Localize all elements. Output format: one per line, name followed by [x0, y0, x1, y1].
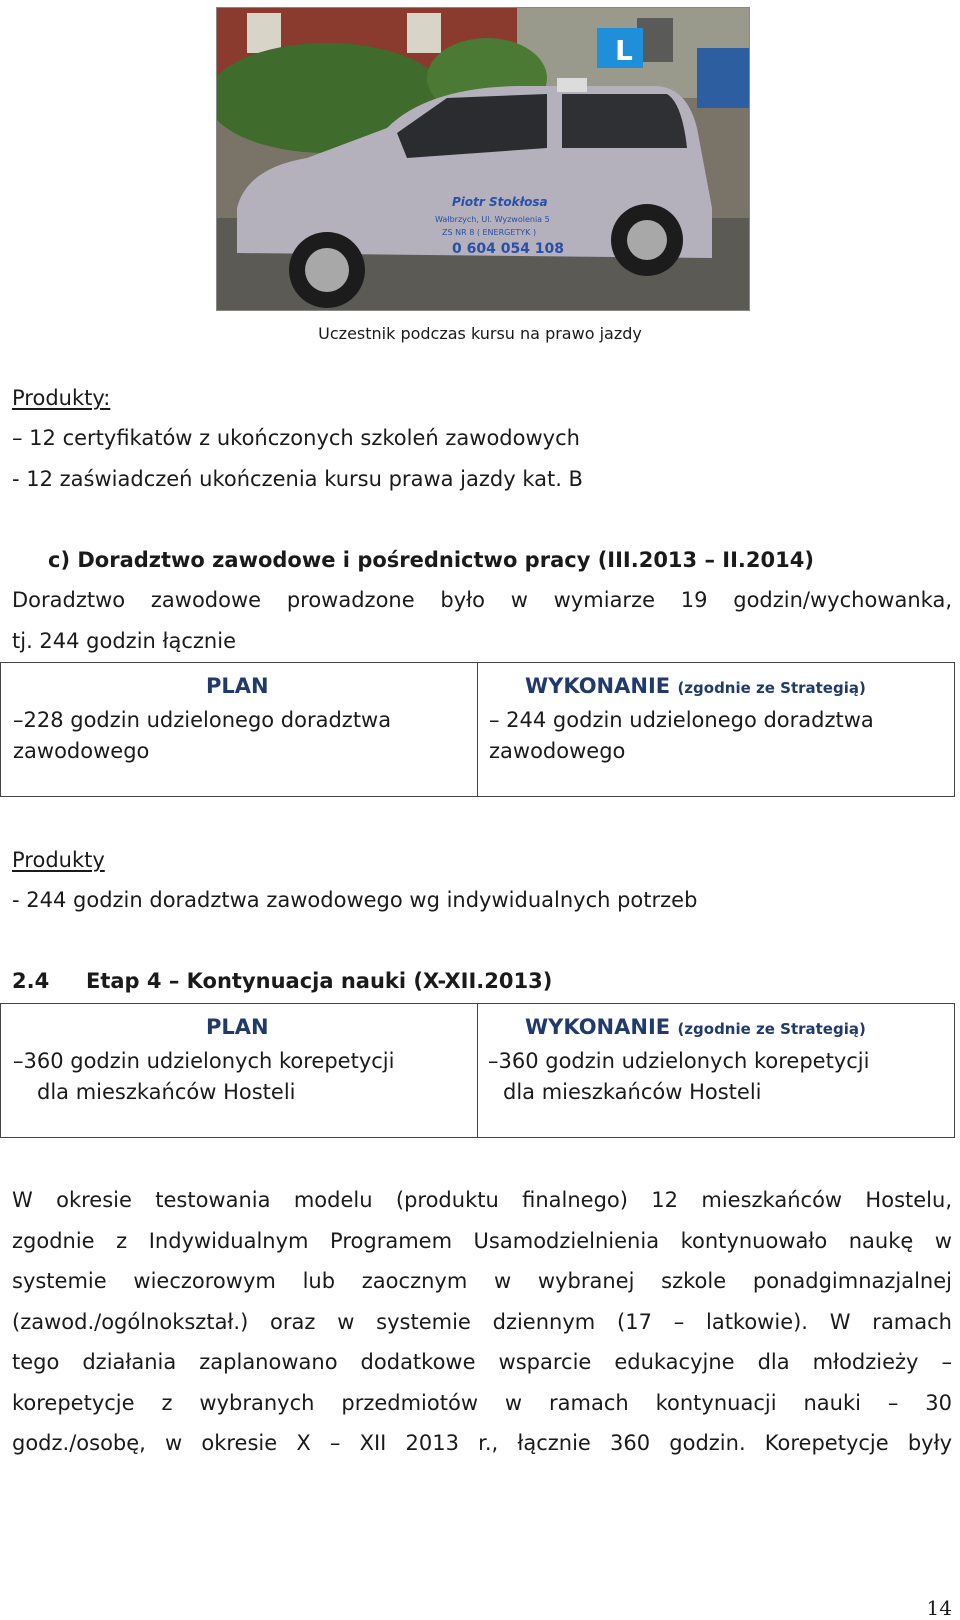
execution-line: – 244 godzin udzielonego doradztwa — [489, 708, 874, 732]
paragraph-line: (zawod./ogólnokształ.) oraz w systemie dziennym (17 – latkowie). W ramach — [12, 1310, 952, 1334]
plan-cell — [1, 663, 477, 796]
svg-text:ZS NR 8 ( ENERGETYK ): ZS NR 8 ( ENERGETYK ) — [442, 228, 537, 237]
svg-text:Piotr Stokłosa: Piotr Stokłosa — [452, 195, 548, 209]
section-c-heading: c) Doradztwo zawodowe i pośrednictwo pracy (III.2013 – II.2014) — [48, 548, 814, 572]
execution-cell — [478, 663, 954, 796]
paragraph-line: systemie wieczorowym lub zaocznym w wybranej szkole ponadgimnazjalnej — [12, 1269, 952, 1293]
execution-line: –360 godzin udzielonych korepetycji — [488, 1049, 870, 1073]
plan-line: –228 godzin udzielonego doradztwa — [13, 708, 392, 732]
driving-course-photo — [216, 7, 750, 311]
plan-execution-table-2 — [0, 1003, 955, 1138]
products-item-1: – 12 certyfikatów z ukończonych szkoleń zawodowych — [12, 426, 580, 450]
plan-line: –360 godzin udzielonych korepetycji — [13, 1049, 395, 1073]
paragraph-line: tego działania zaplanowano dodatkowe wsparcie edukacyjne dla młodzieży – — [12, 1350, 952, 1374]
car-illustration — [217, 8, 749, 310]
plan-cell — [1, 1004, 477, 1137]
page-number: 14 — [926, 1596, 952, 1620]
paragraph-line: korepetycje z wybranych przedmiotów w ramach kontynuacji nauki – 30 — [12, 1391, 952, 1415]
execution-note: (zgodnie ze Strategią) — [677, 1020, 866, 1038]
plan-execution-table-1 — [0, 662, 955, 797]
products-heading: Produkty — [12, 848, 105, 872]
execution-line: dla mieszkańców Hosteli — [503, 1080, 762, 1104]
section-number: 2.4 — [12, 969, 50, 993]
execution-line: zawodowego — [489, 739, 626, 763]
products-item: - 244 godzin doradztwa zawodowego wg indywidualnych potrzeb — [12, 888, 698, 912]
plan-header: PLAN — [206, 674, 269, 698]
plan-header: PLAN — [206, 1015, 269, 1039]
svg-text:L: L — [615, 34, 633, 67]
photo-caption: Uczestnik podczas kursu na prawo jazdy — [318, 324, 642, 343]
execution-header: WYKONANIE (zgodnie ze Strategią) — [525, 674, 866, 698]
section-c-paragraph-line: Doradztwo zawodowe prowadzone było w wymiarze 19 godzin/wychowanka, — [12, 588, 952, 612]
section-c-paragraph-line: tj. 244 godzin łącznie — [12, 629, 236, 653]
execution-header: WYKONANIE (zgodnie ze Strategią) — [525, 1015, 866, 1039]
products-heading: Produkty: — [12, 386, 111, 410]
svg-text:0 604 054 108: 0 604 054 108 — [452, 241, 565, 257]
plan-line: zawodowego — [13, 739, 150, 763]
section-title: Etap 4 – Kontynuacja nauki (X-XII.2013) — [86, 969, 553, 993]
paragraph-line: godz./osobę, w okresie X – XII 2013 r., łącznie 360 godzin. Korepetycje były — [12, 1431, 952, 1455]
execution-cell — [478, 1004, 954, 1137]
plan-line: dla mieszkańców Hosteli — [37, 1080, 296, 1104]
products-item-2: - 12 zaświadczeń ukończenia kursu prawa jazdy kat. B — [12, 467, 583, 491]
paragraph-line: W okresie testowania modelu (produktu finalnego) 12 mieszkańców Hostelu, — [12, 1188, 952, 1212]
execution-note: (zgodnie ze Strategią) — [677, 679, 866, 697]
paragraph-line: zgodnie z Indywidualnym Programem Usamodzielnienia kontynuowało naukę w — [12, 1229, 952, 1253]
svg-text:Wałbrzych, Ul. Wyzwolenia 5: Wałbrzych, Ul. Wyzwolenia 5 — [435, 215, 550, 224]
